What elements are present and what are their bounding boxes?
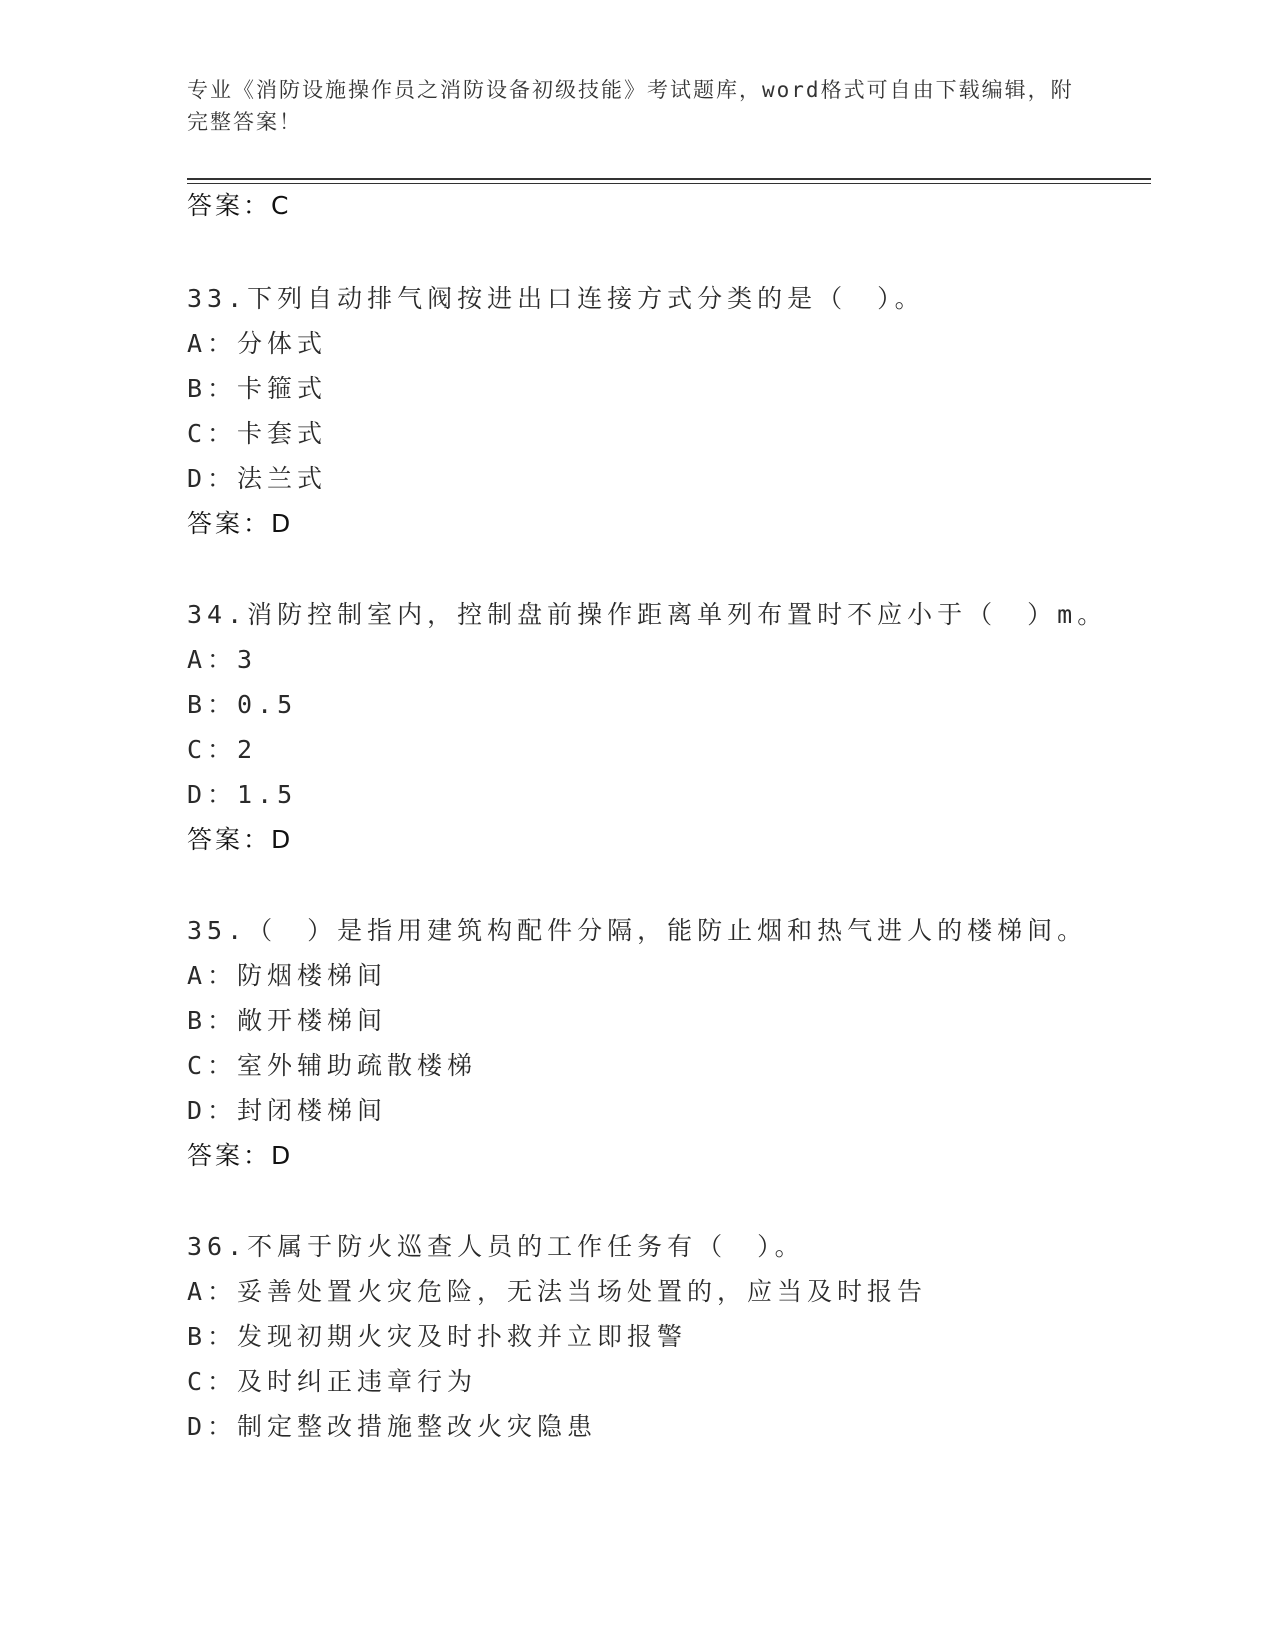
question-option: C：室外辅助疏散楼梯 — [187, 1051, 478, 1080]
question-option: C：及时纠正违章行为 — [187, 1367, 478, 1396]
question-option: B：发现初期火灾及时扑救并立即报警 — [187, 1322, 688, 1351]
question-answer: 答案：D — [187, 1141, 294, 1170]
question-option: A：3 — [187, 645, 258, 674]
document-header: 专业《消防设施操作员之消防设备初级技能》考试题库，word格式可自由下载编辑，附完整答案！ — [187, 78, 1074, 134]
question-option: D：封闭楼梯间 — [187, 1096, 388, 1125]
question-option: D：制定整改措施整改火灾隐患 — [187, 1412, 598, 1441]
question-answer: 答案：D — [187, 509, 294, 538]
question-option: A：妥善处置火灾危险，无法当场处置的，应当及时报告 — [187, 1277, 928, 1306]
question-option: A：分体式 — [187, 329, 328, 358]
question-option: C：卡套式 — [187, 419, 328, 448]
question-option: D：法兰式 — [187, 464, 328, 493]
previous-answer: 答案：C — [187, 191, 292, 220]
question-option: B：敞开楼梯间 — [187, 1006, 388, 1035]
question-stem: 34.消防控制室内，控制盘前操作距离单列布置时不应小于（ ）m。 — [187, 600, 1108, 629]
question-stem: 36.不属于防火巡查人员的工作任务有（ ）。 — [187, 1232, 805, 1261]
question-option: C：2 — [187, 735, 258, 764]
header-rule-thick — [187, 178, 1151, 180]
question-option: B：0.5 — [187, 690, 298, 719]
question-option: D：1.5 — [187, 780, 298, 809]
question-answer: 答案：D — [187, 825, 294, 854]
header-rule-thin — [187, 183, 1151, 184]
question-option: A：防烟楼梯间 — [187, 961, 388, 990]
question-option: B：卡箍式 — [187, 374, 328, 403]
question-stem: 33.下列自动排气阀按进出口连接方式分类的是（ ）。 — [187, 284, 925, 313]
question-stem: 35.（ ）是指用建筑构配件分隔，能防止烟和热气进人的楼梯间。 — [187, 916, 1088, 945]
